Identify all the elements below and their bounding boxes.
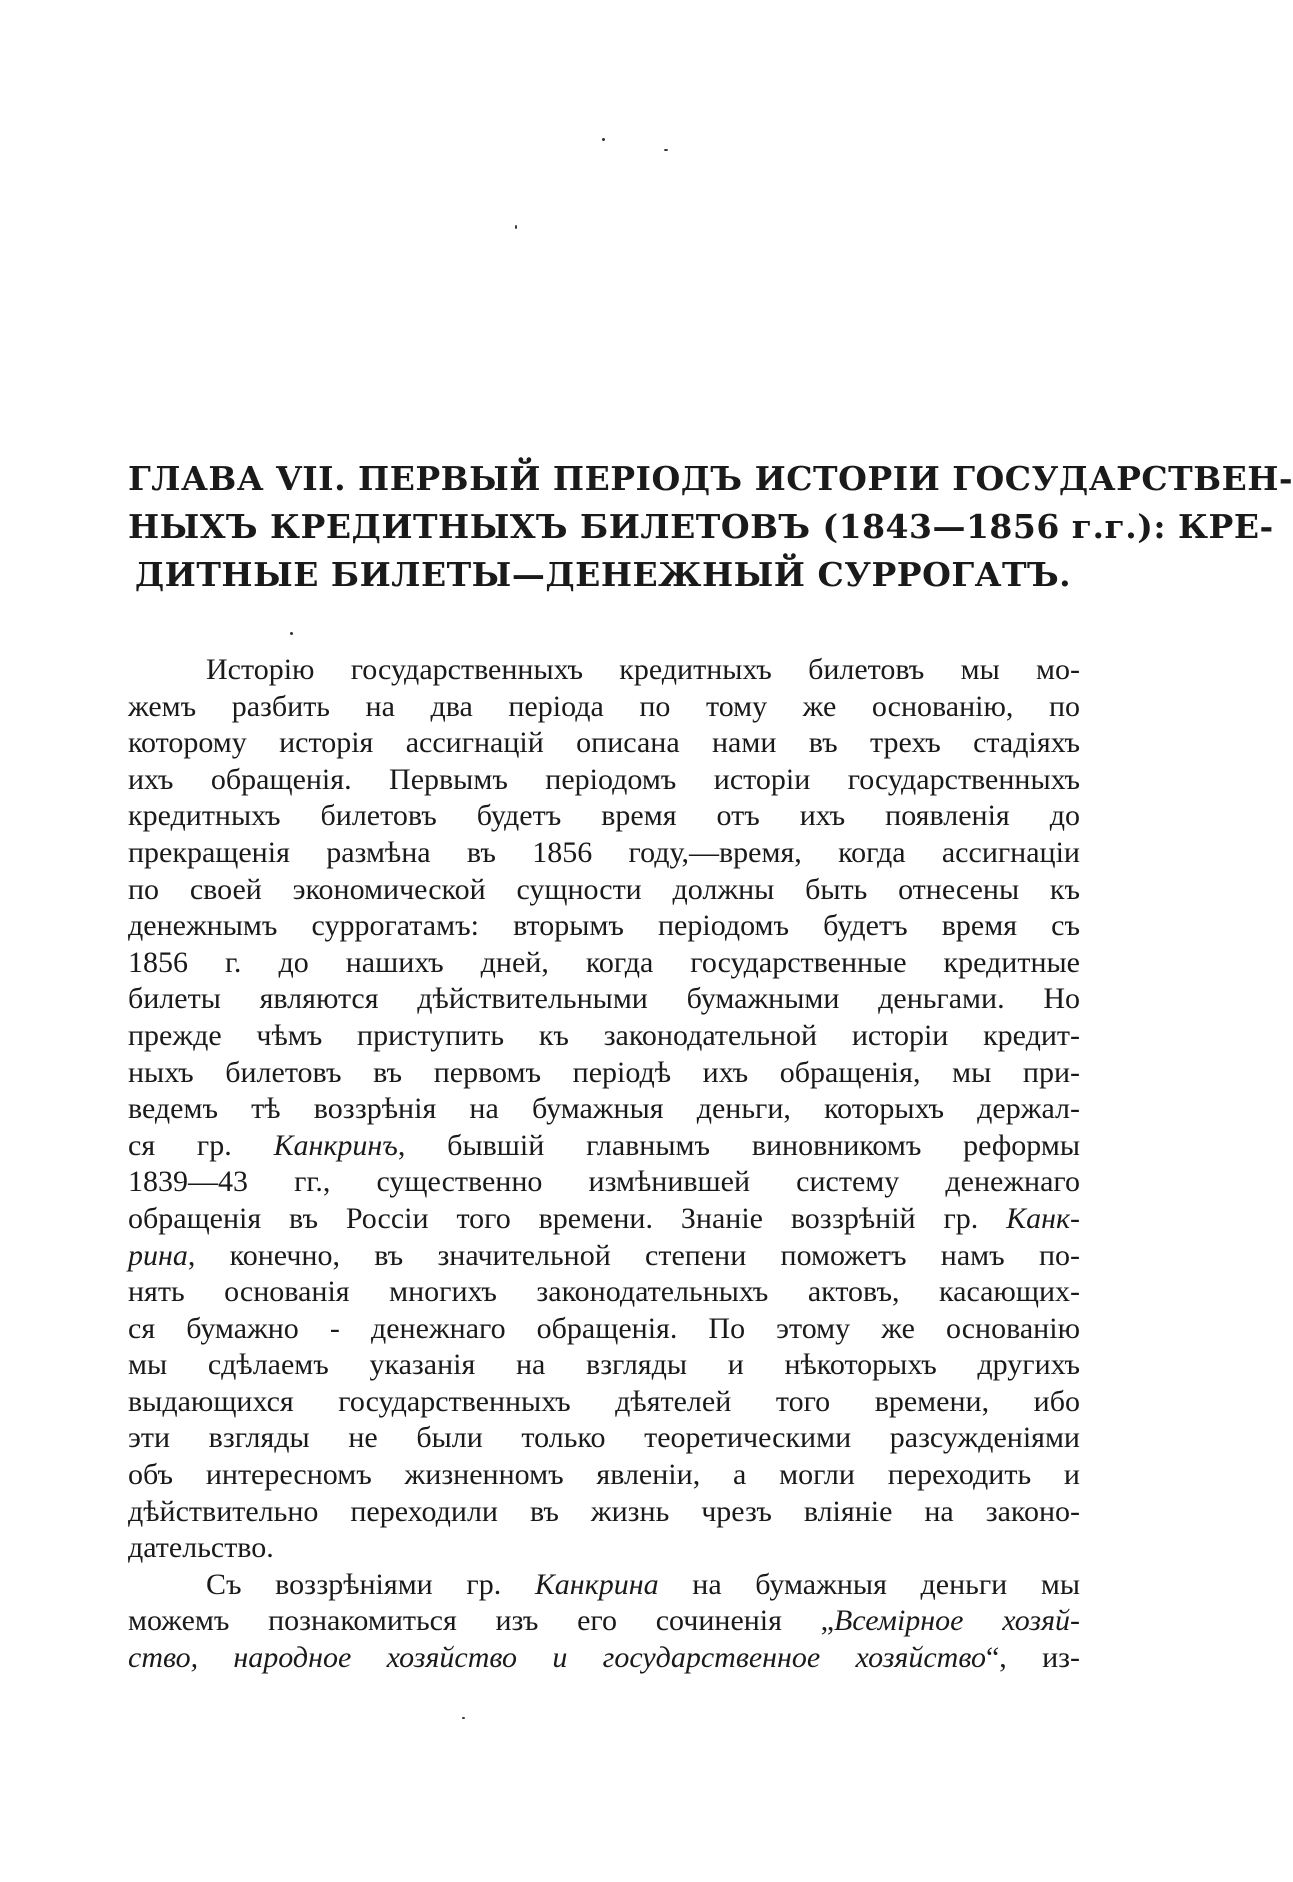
person-name: Канкринъ bbox=[273, 1128, 398, 1162]
text-line: 1856 г. до нашихъ дней, когда государственные кредитные bbox=[128, 945, 1080, 979]
text-segment: на бумажныя деньги мы bbox=[658, 1567, 1081, 1601]
text-line bbox=[128, 1201, 1080, 1238]
text-line: 1839—43 гг., существенно измѣнившей систему денежнаго bbox=[128, 1165, 1080, 1199]
text-line: Исторію государственныхъ кредитныхъ билетовъ мы мо- bbox=[206, 653, 1080, 686]
text-line: дѣйствительно переходили въ жизнь чрезъ вліяніе на законо- bbox=[128, 1494, 1080, 1528]
text-line bbox=[128, 1640, 1080, 1677]
text-line: мы сдѣлаемъ указанія на взгляды и нѣкоторыхъ другихъ bbox=[128, 1348, 1080, 1382]
scan-speck bbox=[515, 225, 517, 229]
person-name: Канкрина bbox=[534, 1567, 659, 1601]
text-segment: “, из- bbox=[985, 1641, 1080, 1675]
text-line: дательство. bbox=[128, 1531, 274, 1565]
text-line: которому исторія ассигнацій описана нами въ трехъ стадіяхъ bbox=[128, 726, 1080, 760]
text-line: объ интересномъ жизненномъ явленіи, а могли переходить и bbox=[128, 1458, 1080, 1492]
text-line: ведемъ тѣ воззрѣнія на бумажныя деньги, которыхъ держал- bbox=[128, 1092, 1080, 1126]
text-line: билеты являются дѣйствительными бумажными деньгами. Но bbox=[128, 982, 1080, 1016]
book-title: ство, народное хозяйство и государственное хозяйство bbox=[128, 1641, 986, 1675]
scan-speck bbox=[462, 1717, 465, 1719]
text-line: денежнымъ суррогатамъ: вторымъ періодомъ будетъ время съ bbox=[128, 909, 1080, 943]
text-segment: ся гр. bbox=[128, 1128, 274, 1162]
chapter-title-line: НЫХЪ КРЕДИТНЫХЪ БИЛЕТОВЪ (1843—1856 г.г.): КРЕ- bbox=[128, 507, 1274, 546]
text-line: кредитныхъ билетовъ будетъ время отъ ихъ появленія до bbox=[128, 799, 1080, 833]
text-segment: можемъ познакомиться изъ его сочиненія „ bbox=[128, 1604, 834, 1638]
scan-speck bbox=[602, 138, 605, 141]
scan-speck bbox=[664, 149, 668, 151]
person-name: Канк- bbox=[1006, 1201, 1080, 1235]
text-line bbox=[128, 1603, 1080, 1640]
text-segment: Съ воззрѣніями гр. bbox=[206, 1567, 535, 1601]
text-line: по своей экономической сущности должны быть отнесены къ bbox=[128, 872, 1080, 906]
text-line: выдающихся государственныхъ дѣятелей того времени, ибо bbox=[128, 1384, 1080, 1418]
text-segment: , бывшій главнымъ виновникомъ реформы bbox=[397, 1128, 1080, 1162]
chapter-title-line: ГЛАВА VII. ПЕРВЫЙ ПЕРІОДЪ ИСТОРІИ ГОСУДАРСТВЕН- bbox=[128, 459, 1293, 498]
text-line bbox=[128, 1238, 1080, 1275]
text-line: прежде чѣмъ приступить къ законодательной исторіи кредит- bbox=[128, 1018, 1080, 1052]
text-line: ихъ обращенія. Первымъ періодомъ исторіи государственныхъ bbox=[128, 762, 1080, 796]
text-line bbox=[128, 1128, 1080, 1165]
book-title: Всемірное хозяй- bbox=[833, 1604, 1080, 1638]
person-name: рина bbox=[128, 1238, 188, 1272]
text-segment: , конечно, въ значительной степени поможетъ намъ по- bbox=[187, 1238, 1080, 1272]
text-line: ся бумажно - денежнаго обращенія. По этому же основанію bbox=[128, 1311, 1080, 1345]
text-line bbox=[128, 1567, 1080, 1604]
scan-speck bbox=[290, 632, 293, 635]
text-line: жемъ разбить на два періода по тому же основанію, по bbox=[128, 689, 1080, 723]
chapter-title-line: ДИТНЫЕ БИЛЕТЫ—ДЕНЕЖНЫЙ СУРРОГАТЪ. bbox=[134, 555, 1072, 594]
text-line: нять основанія многихъ законодательныхъ актовъ, касающих- bbox=[128, 1275, 1080, 1309]
text-segment: обращенія въ Россіи того времени. Знаніе воззрѣній гр. bbox=[128, 1201, 1007, 1235]
text-line: эти взгляды не были только теоретическими разсужденіями bbox=[128, 1421, 1080, 1455]
chapter-title bbox=[128, 455, 1293, 599]
text-line: ныхъ билетовъ въ первомъ періодѣ ихъ обращенія, мы при- bbox=[128, 1055, 1080, 1089]
body-text bbox=[128, 652, 1080, 1677]
text-line: прекращенія размѣна въ 1856 году,—время, когда ассигнаціи bbox=[128, 835, 1080, 869]
